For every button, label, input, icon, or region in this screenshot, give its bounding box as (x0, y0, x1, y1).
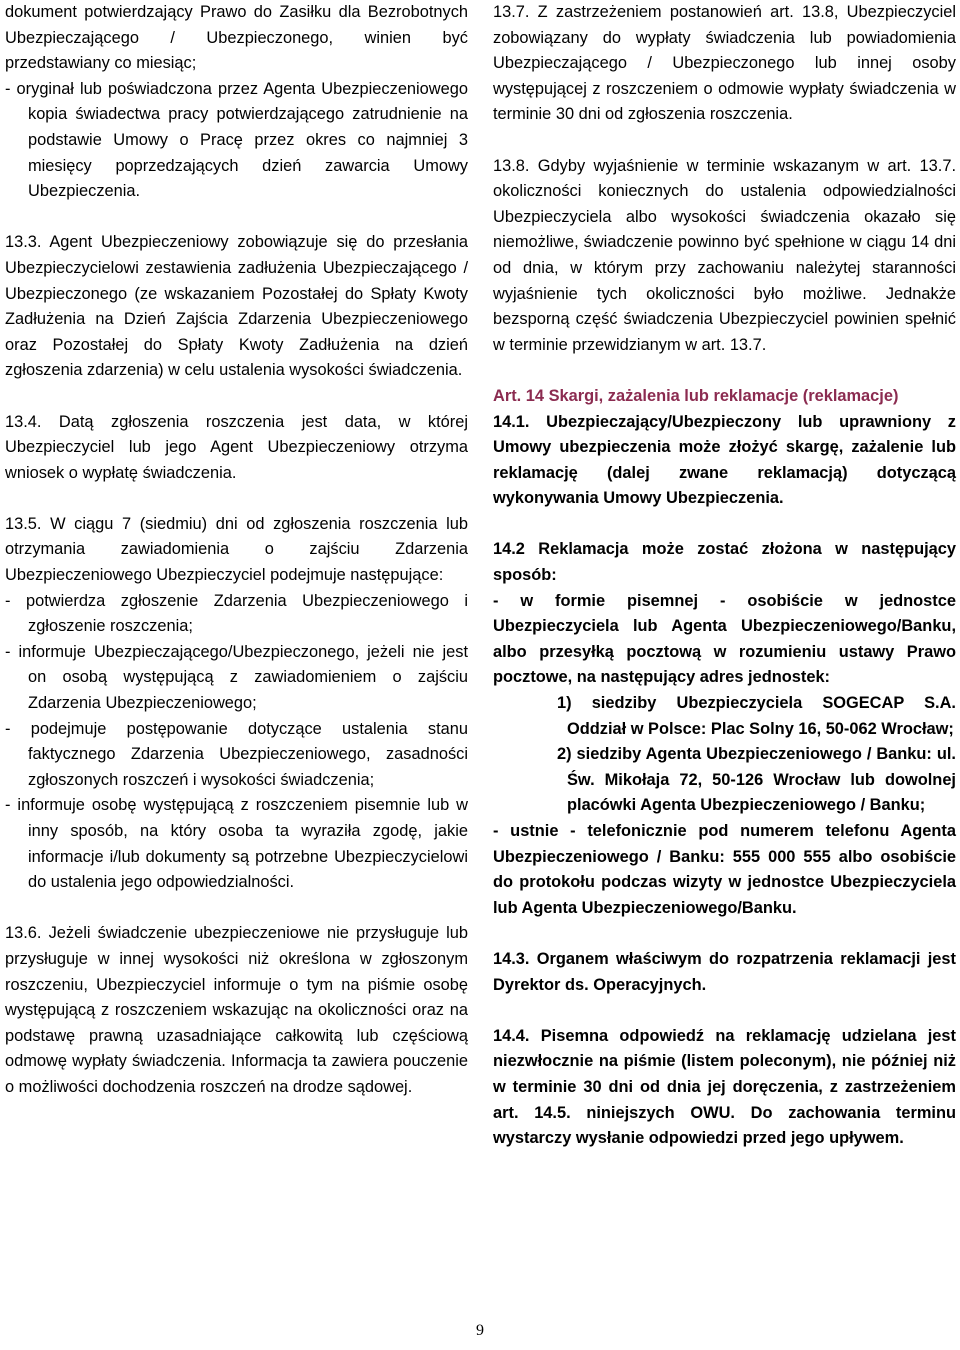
paragraph-14-4: 14.4. Pisemna odpowiedź na reklamację udzielana jest niezwłocznie na piśmie (listem poleconym), nie później niż w terminie 30 dni od dnia jej doręczenia, z zastrzeżeniem art. 14.5. niniejszych OWU. Do zachowania terminu wystarczy wysłanie odpowiedzi przed jego upływem. (493, 1026, 956, 1148)
paragraph-14-2: 14.2 Reklamacja może zostać złożona w następujący sposób: (493, 540, 956, 585)
paragraph-14-3: 14.3. Organem właściwym do rozpatrzenia reklamacji jest Dyrektor ds. Operacyjnych. (493, 949, 956, 994)
list-item: - oryginał lub poświadczona przez Agenta Ubezpieczeniowego kopia świadectwa pracy potwierdzającego zatrudnienie na podstawie Umowy o Pracę przez okres co najmniej 3 miesięcy poprzedzających dzień zawarcia Umowy Ubezpieczenia. (5, 79, 468, 201)
paragraph: dokument potwierdzający Prawo do Zasiłku dla Bezrobotnych Ubezpieczającego / Ubezpieczonego, winien być przedstawiany co miesiąc; (5, 3, 468, 73)
paragraph-13-8: 13.8. Gdyby wyjaśnienie w terminie wskazanym w art. 13.7. okoliczności koniecznych do ustalenia odpowiedzialności Ubezpieczyciela albo wysokości świadczenia okazało się niemożliwe, świadczenie powinno być spełnione w ciągu 14 dni od dnia, w którym przy zachowaniu należytej staranności wyjaśnienie tych okoliczności było możliwe. Jednakże bezsporną część świadczenia Ubezpieczyciel powinien spełnić w terminie przewidzianym w art. 13.7. (493, 156, 956, 354)
paragraph-13-7: 13.7. Z zastrzeżeniem postanowień art. 13.8, Ubezpieczyciel zobowiązany do wypłaty świadczenia lub powiadomienia Ubezpieczającego / Ubezpieczonego lub innej osoby występującej z roszczeniem o odmowie wypłaty świadczenia w terminie 30 dni od zgłoszenia roszczenia. (493, 3, 956, 124)
page-number: 9 (476, 1322, 484, 1339)
paragraph-13-6: 13.6. Jeżeli świadczenie ubezpieczeniowe nie przysługuje lub przysługuje w innej wysokości niż określona w zgłoszonym roszczeniu, Ubezpieczyciel informuje o tym na piśmie osobę występującą z roszczeniem wskazując na okoliczności oraz na podstawę prawną uzasadniające całkowitą lub częściową odmowę wypłaty świadczenia. Informacja ta zawiera pouczenie o możliwości dochodzenia roszczeń na drodze sądowej. (5, 924, 468, 1096)
address-item: 2) siedziby Agenta Ubezpieczeniowego / Banku: ul. Św. Mikołaja 72, 50-126 Wrocław lub dowolnej placówki Agenta Ubezpieczeniowego / Banku; (557, 745, 956, 815)
address-item: 1) siedziby Ubezpieczyciela SOGECAP S.A. Oddział w Polsce: Plac Solny 16, 50-062 Wrocław; (557, 694, 956, 738)
list-item: - podejmuje postępowanie dotyczące ustalenia stanu faktycznego Zdarzenia Ubezpieczeniowego, zasadności zgłoszonych roszczeń i wysokości świadczenia; (5, 719, 468, 789)
paragraph-14-1: 14.1. Ubezpieczający/Ubezpieczony lub uprawniony z Umowy ubezpieczenia może złożyć skargę, zażalenie lub reklamację (dalej zwane reklamacją) dotyczącą wykonywania Umowy Ubezpieczenia. (493, 412, 956, 508)
list-item: - w formie pisemnej - osobiście w jednostce Ubezpieczyciela lub Agenta Ubezpieczeniowego/Banku, albo przesyłką pocztową w rozumieniu ustawy Prawo pocztowe, na następujący adres jednostek: (493, 591, 956, 687)
paragraph-13-3: 13.3. Agent Ubezpieczeniowy zobowiązuje się do przesłania Ubezpieczycielowi zestawienia zadłużenia Ubezpieczającego / Ubezpieczonego (ze wskazaniem Pozostałej do Spłaty Kwoty Zadłużenia na Dzień Zajścia Zdarzenia Ubezpieczeniowego oraz Pozostałej do Spłaty Kwoty Zadłużenia na dzień zgłoszenia zdarzenia) w celu ustalenia wysokości świadczenia. (5, 233, 468, 380)
paragraph-13-4: 13.4. Datą zgłoszenia roszczenia jest data, w której Ubezpieczyciel lub jego Agent Ubezpieczeniowy otrzyma wniosek o wypłatę świadczenia. (5, 412, 468, 482)
article-14-heading: Art. 14 Skargi, zażalenia lub reklamacje (reklamacje) (493, 386, 899, 405)
paragraph-13-5: 13.5. W ciągu 7 (siedmiu) dni od zgłoszenia roszczenia lub otrzymania zawiadomienia o zajściu Zdarzenia Ubezpieczeniowego Ubezpieczyciel podejmuje następujące: (5, 514, 468, 585)
list-item: - informuje osobę występującą z roszczeniem pisemnie lub w inny sposób, na który osoba ta wyraziła zgodę, jakie informacje i/lub dokumenty są potrzebne Ubezpieczycielowi do ustalenia jego odpowiedzialności. (5, 796, 468, 892)
right-column (493, 0, 956, 1152)
left-column (5, 0, 468, 1101)
list-item: - ustnie - telefonicznie pod numerem telefonu Agenta Ubezpieczeniowego / Banku: 555 000 555 albo osobiście do protokołu podczas wizyty w jednostce Ubezpieczyciela lub Agenta Ubezpieczeniowego/Banku. (493, 822, 956, 917)
list-item: - potwierdza zgłoszenie Zdarzenia Ubezpieczeniowego i zgłoszenie roszczenia; (5, 591, 468, 636)
list-item: - informuje Ubezpieczającego/Ubezpieczonego, jeżeli nie jest on osobą występującą z zawiadomieniem o zajściu Zdarzenia Ubezpieczeniowego; (5, 642, 468, 713)
